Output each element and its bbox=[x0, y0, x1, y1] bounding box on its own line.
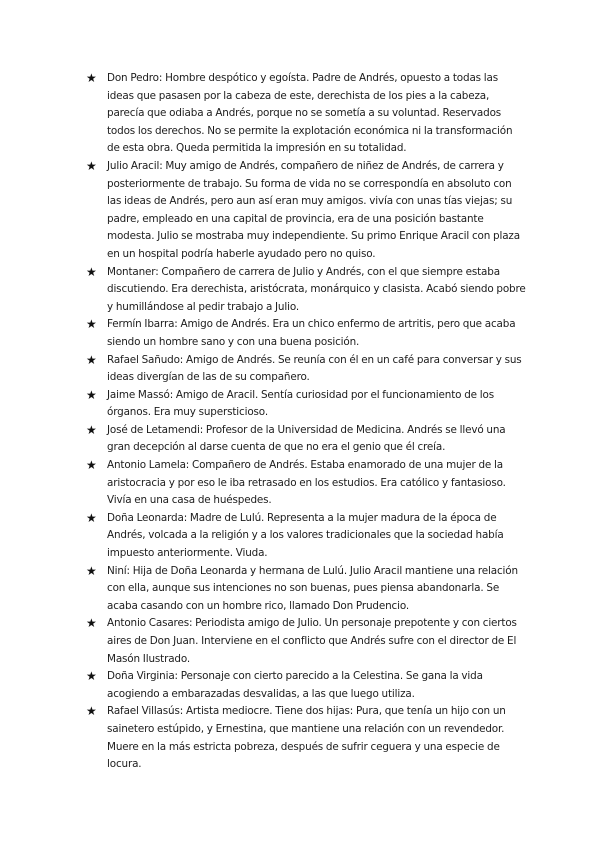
list-item bbox=[86, 510, 526, 563]
star-bullet-icon: ★ bbox=[86, 422, 97, 437]
star-bullet-icon: ★ bbox=[86, 387, 97, 402]
list-item bbox=[86, 457, 526, 510]
list-item bbox=[86, 615, 526, 668]
star-bullet-icon: ★ bbox=[86, 71, 97, 85]
character-list bbox=[86, 70, 526, 774]
star-bullet-icon: ★ bbox=[86, 669, 97, 684]
character-description: Fermín Ibarra: Amigo de Andrés. Era un chico enfermo de artritis, pero que acaba siendo un hombre sano y con una buena posición. bbox=[107, 318, 516, 348]
character-description: Jaime Massó: Amigo de Aracil. Sentía curiosidad por el funcionamiento de los órganos. Era muy supersticioso. bbox=[107, 388, 494, 419]
star-bullet-icon: ★ bbox=[86, 317, 97, 332]
character-description: José de Letamendi: Profesor de la Universidad de Medicina. Andrés se llevó una gran decepción al darse cuenta de que no era el genio que él creía. bbox=[107, 423, 506, 454]
list-item bbox=[86, 422, 526, 457]
character-description: Doña Virginia: Personaje con cierto parecido a la Celestina. Se gana la vida acogiendo a embarazadas desvalidas, a las que luego utiliza. bbox=[107, 670, 483, 700]
character-description: Doña Leonarda: Madre de Lulú. Representa a la mujer madura de la época de Andrés, volcada a la religión y a los valores tradicionales que la sociedad había impuesto anteriormente. Viuda. bbox=[107, 511, 504, 560]
list-item bbox=[86, 316, 526, 351]
list-item bbox=[86, 703, 526, 773]
list-item bbox=[86, 264, 526, 317]
character-description: Julio Aracil: Muy amigo de Andrés, compañero de niñez de Andrés, de carrera y posteriormente de trabajo. Su forma de vida no se correspondía en absoluto con las ideas de Andrés, pero aun así eran muy amigos. vivía con unas tías viejas; su padre, empleado en una capital de provincia, era de una posición bastante modesta. Julio se mostraba muy independiente. Su primo Enrique Aracil con plaza en un hospital podría haberle ayudado pero no quiso. bbox=[107, 159, 520, 260]
list-item bbox=[86, 352, 526, 387]
character-description: Antonio Lamela: Compañero de Andrés. Estaba enamorado de una mujer de la aristocracia y por eso le iba retrasado en los estudios. Era católico y fantasioso. Vivía en una casa de huéspedes. bbox=[107, 459, 506, 507]
character-description: Antonio Casares: Periodista amigo de Julio. Un personaje prepotente y con ciertos aires de Don Juan. Interviene en el conflicto que Andrés sufre con el director de El Masón Ilustrado. bbox=[107, 617, 517, 665]
list-item bbox=[86, 70, 526, 158]
star-bullet-icon: ★ bbox=[86, 704, 97, 719]
star-bullet-icon: ★ bbox=[86, 264, 97, 279]
star-bullet-icon: ★ bbox=[86, 158, 97, 173]
character-description: Rafael Villasús: Artista mediocre. Tiene dos hijas: Pura, que tenía un hijo con un sainetero estúpido, y Ernestina, que mantiene una relación con un revendedor. Muere en la más estricta pobreza, después de sufrir ceguera y una especie de locura. bbox=[107, 705, 506, 771]
list-item bbox=[86, 158, 526, 264]
star-bullet-icon: ★ bbox=[86, 352, 97, 367]
star-bullet-icon: ★ bbox=[86, 563, 97, 578]
star-bullet-icon: ★ bbox=[86, 616, 97, 631]
star-bullet-icon: ★ bbox=[86, 510, 97, 525]
list-item bbox=[86, 668, 526, 703]
list-item bbox=[86, 387, 526, 422]
list-item bbox=[86, 563, 526, 616]
character-description: Niní: Hija de Doña Leonarda y hermana de Lulú. Julio Aracil mantiene una relación con ella, aunque sus intenciones no son buenas, pues piensa abandonarla. Se acaba casando con un hombre rico, llamado Don Prudencio. bbox=[107, 564, 518, 612]
star-bullet-icon: ★ bbox=[86, 458, 97, 473]
character-description: Rafael Sañudo: Amigo de Andrés. Se reunía con él en un café para conversar y sus ideas divergían de las de su compañero. bbox=[107, 353, 522, 384]
character-description: Montaner: Compañero de carrera de Julio y Andrés, con el que siempre estaba discutiendo. Era derechista, aristócrata, monárquico y clasista. Acabó siendo pobre y humillándose al pedir trabajo a Julio. bbox=[107, 265, 526, 313]
character-description: Don Pedro: Hombre despótico y egoísta. Padre de Andrés, opuesto a todas las ideas que pasasen por la cabeza de este, derechista de los pies a la cabeza, parecía que odiaba a Andrés, porque no se sometía a su voluntad. Reservados todos los derechos. No se permite la explotación económica ni la transformación de esta obra. Queda permitida la impresión en su totalidad. bbox=[107, 72, 513, 155]
